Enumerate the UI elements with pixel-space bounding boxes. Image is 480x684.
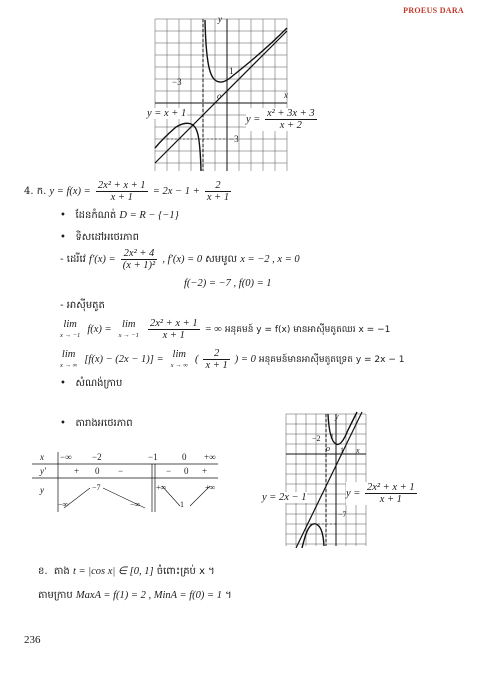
lim2-den: x + 1 [205,360,228,371]
domain-line [60,208,179,223]
table-title-line [60,416,133,431]
graph-2 [282,410,392,550]
vt-x-0: −∞ [60,452,72,462]
func-tail-num: 2 [205,180,231,192]
graph2-tick-1b: 1 [340,446,344,455]
lim1b: lim [122,318,136,330]
page-number: 236 [24,634,41,646]
variation-line [60,230,139,245]
table-title: តារាងអថេរភាព [75,418,133,429]
graph-text-line [60,376,122,391]
problem4-line1 [24,180,233,203]
bullet: • [60,418,66,429]
variation-text: ទិសដៅអថេរភាព [75,232,139,243]
part-b-line2 [38,588,232,603]
vt-y-1: −7 [92,483,101,492]
lim1-num: 2x² + x + 1 [149,318,198,329]
part-b-text3: តាមក្រាប [38,590,73,601]
vt-x-3: 0 [182,452,187,462]
graph1-curve-lhs: y = [246,113,261,125]
lim2-mid: ( [194,354,199,365]
graph2-x-label: x [356,446,360,455]
vt-y-5: +∞ [205,483,216,492]
bullet: • [60,232,66,243]
vt-y-3: +∞ [156,483,167,492]
graph1-y-label: y [218,14,222,24]
func-tail-den: x + 1 [206,192,230,203]
vt-sign-1: 0 [95,466,100,476]
graph2-y-label: y [335,412,339,421]
vt-sign-5: + [202,466,208,476]
problem-number: 4. [24,186,34,197]
graph1-origin: o [217,91,222,101]
domain-math: D = R − {−1} [119,210,179,221]
graph1-asymptote-label: y = x + 1 [147,108,187,119]
graph1-x-label: x [284,90,288,100]
vt-y-0: −∞ [58,500,69,509]
derivative-text: - ដេរីវេ [60,254,86,265]
graph1-curve-den: x + 2 [279,120,302,131]
lim2-num: 2 [203,348,229,360]
graph1-curve-label [246,108,319,131]
graph1-tick-one: 1 [229,66,234,76]
vt-sign-0: + [74,466,80,476]
values-line: f(−2) = −7 , f(0) = 1 [184,278,272,289]
part-b-text1: តាង [53,566,70,577]
graph-text: សំណង់ក្រាប [75,378,123,389]
lim1-sub: x → −1 [60,331,81,339]
lim2-result: ) = 0 [234,354,256,365]
bullet: • [60,210,66,221]
limit2-line [56,348,404,371]
graph2-curve-den: x + 1 [379,494,402,505]
part-a-label: ក. [36,186,47,197]
vt-sign-4: 0 [184,466,189,476]
graph2-curve-num: 2x² + x + 1 [367,482,415,493]
lim1-text: អនុគមន៍ y = f(x) មានអាស៊ីមតូតឈរ x = −1 [224,325,391,335]
func-den: x + 1 [110,192,133,203]
lim2-sub: x → ∞ [60,361,78,369]
func-num: 2x² + x + 1 [97,180,146,191]
vt-x-2: −1 [148,452,158,462]
lim1-f: f(x) = [87,324,112,335]
asymptote-text: - អាស៊ីមតូត [60,300,105,311]
lim1-den: x + 1 [162,330,185,341]
roots: x = −2 , x = 0 [240,254,300,265]
vt-row-x: x [40,452,44,462]
deriv-num: 2x² + 4 [121,248,157,260]
domain-text: ដែនកំណត់ [75,210,117,221]
part-b-line1 [38,564,215,579]
vt-x-1: −2 [92,452,102,462]
lim1b-sub: x → −1 [118,331,139,339]
part-b-math2: MaxA = f(1) = 2 , MinA = f(0) = 1 [75,590,222,601]
deriv-zero: , f′(x) = 0 [162,254,203,265]
graph2-asymptote-label: y = 2x − 1 [262,492,307,503]
vt-sign-3: − [166,466,172,476]
equiv-text: សមមូល [205,254,238,265]
graph2-tick-neg2: −2 [312,434,321,443]
vt-y-4: 1 [180,500,184,509]
lim1-result: = ∞ [204,324,222,335]
part-b-math1: t = |cos x| ∈ [0, 1] [72,566,154,577]
graph1-tick-neg3-x: −3 [172,77,182,87]
func-mid: = 2x − 1 + [152,186,200,197]
func-lhs: y = f(x) = [49,186,91,197]
derivative-line [60,248,300,271]
lim2-f: [f(x) − (2x − 1)] = [84,354,164,365]
lim2b: lim [172,348,186,360]
part-b-end: ។ [225,590,232,601]
part-b-text2: ចំពោះគ្រប់ x ។ [156,566,215,577]
deriv-den: (x + 1)² [122,260,156,271]
graph2-tick-neg7: −7 [338,510,347,519]
header-brand: PROEUS DARA [403,6,464,15]
vt-x-4: +∞ [204,452,216,462]
graph-1 [150,14,300,174]
limit1-line [56,318,390,341]
graph2-tick-1: 1 [330,432,334,441]
vt-y-2: −∞ [130,500,141,509]
graph2-curve-label [346,482,419,505]
lim2b-sub: x → ∞ [170,361,188,369]
graph1-tick-neg3-y: −3 [229,134,239,144]
lim1: lim [63,318,77,330]
graph2-curve-lhs: y = [346,487,361,499]
deriv-lhs: f′(x) = [89,254,116,265]
graph2-origin: o [326,444,330,453]
vt-row-y: y [40,485,44,495]
part-b-label: ខ. [38,566,48,577]
lim2: lim [61,348,76,360]
bullet: • [60,378,66,389]
lim2-text: អនុគមន៍មានអាស៊ីមតូតទ្រេត y = 2x − 1 [258,355,405,365]
vt-sign-2: − [118,466,124,476]
vt-row-yp: y′ [40,466,46,476]
graph1-curve-num: x² + 3x + 3 [267,108,315,119]
